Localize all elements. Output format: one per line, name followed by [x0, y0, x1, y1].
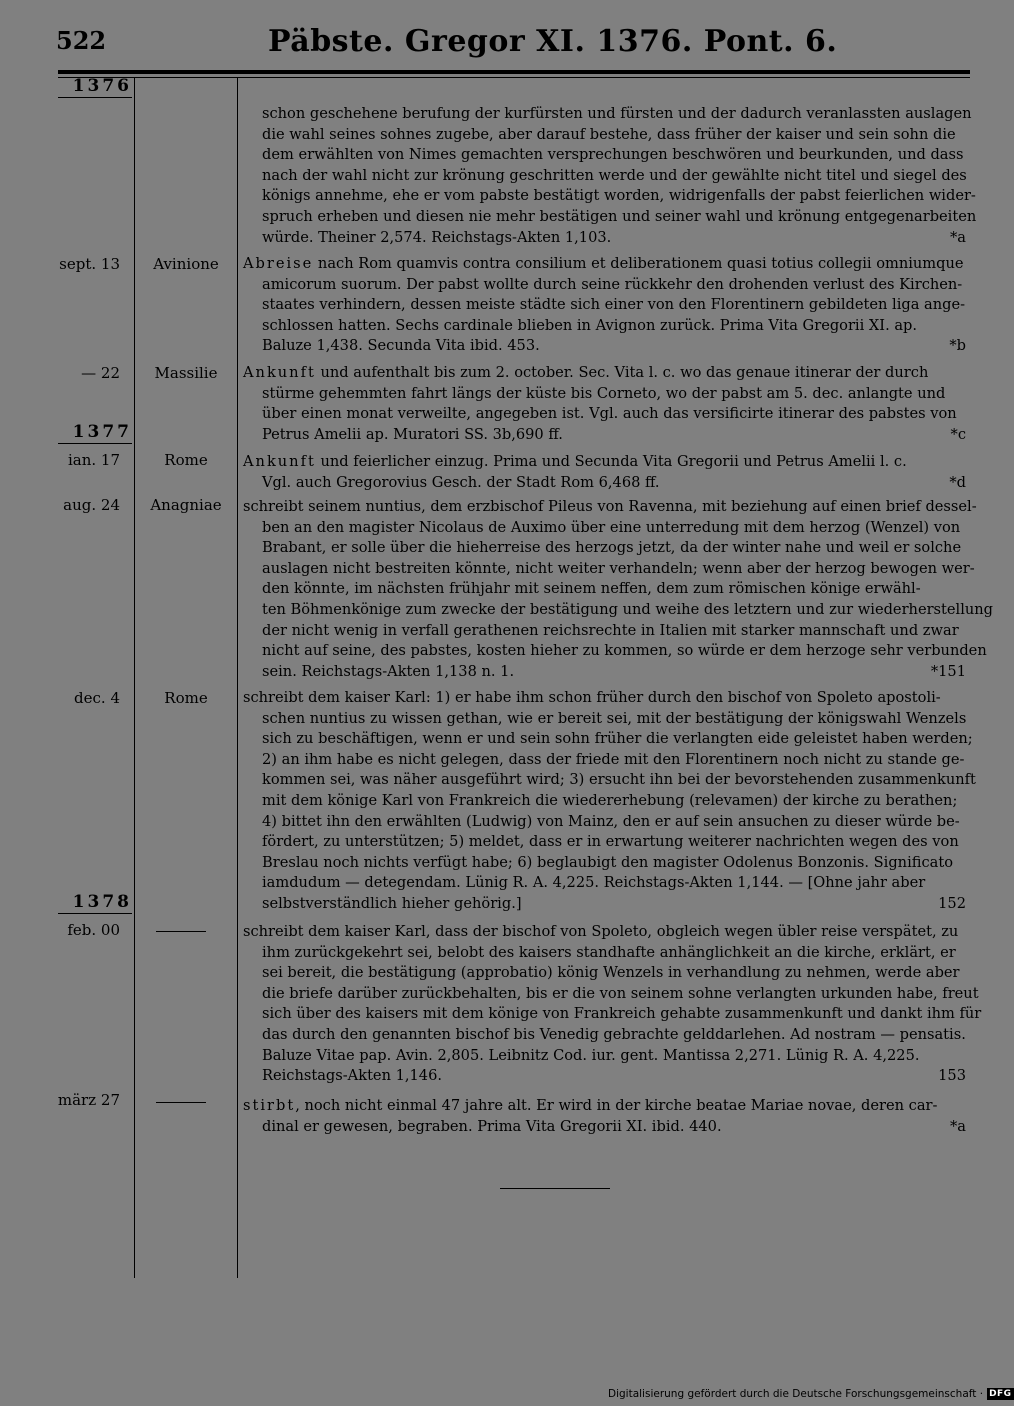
entry-keyword: stirbt [243, 1097, 296, 1114]
entry-number: *b [949, 337, 966, 355]
entry-line: fördert, zu unterstützen; 5) meldet, dass er in erwartung weiterer nachrichten wegen des von [262, 833, 959, 851]
entry-number: *a [950, 228, 966, 246]
entry-last-line [243, 1117, 966, 1138]
year-marker-1377: 1377 [58, 423, 132, 444]
register-entry [243, 254, 966, 357]
header-rule [58, 70, 970, 74]
entry-place: Massilie [154, 364, 218, 382]
entry-last-line [243, 662, 966, 683]
entry-line: sich über des kaisers mit dem könige von Frankreich gehabte zusammenkunft und dankt ihm für [262, 1005, 982, 1023]
entry-line: schon geschehene berufung der kurfürsten und fürsten und der dadurch veranlassten auslagen [262, 105, 972, 122]
entry-line: mit dem könige Karl von Frankreich die wiedererhebung (relevamen) der kirche zu berathen; [262, 791, 958, 809]
entry-line: ben an den magister Nicolaus de Auximo über eine unterredung mit dem herzog (Wenzel) von [262, 518, 961, 536]
entry-citation: würde. Theiner 2,574. Reichstags-Akten 1,103. [262, 228, 612, 246]
entry-line: Baluze Vitae pap. Avin. 2,805. Leibnitz Cod. iur. gent. Mantissa 2,271. Lünig R. A. 4,225. [262, 1046, 920, 1064]
entry-citation: Baluze 1,438. Secunda Vita ibid. 453. [262, 337, 540, 355]
section-end-rule [500, 1188, 610, 1189]
entry-place: Anagniae [150, 496, 222, 514]
entry-citation: Petrus Amelii ap. Muratori SS. 3b,690 ff. [262, 425, 563, 443]
entry-citation: Vgl. auch Gregorovius Gesch. der Stadt Rom 6,468 ff. [262, 473, 660, 491]
register-entry [243, 452, 966, 493]
entry-number: 152 [938, 894, 966, 912]
entry-line: sei bereit, die bestätigung (approbatio) könig Wenzels in verhandlung zu nehmen, werde aber [262, 964, 960, 982]
entry-first-line [243, 452, 966, 473]
entry-line: Brabant, er solle über die hieherreise des herzogs jetzt, da der winter nahe und weil er solche [262, 539, 962, 557]
entry-keyword: Ankunft [243, 364, 316, 381]
entry-line: den könnte, im nächsten frühjahr mit seinem neffen, dem zum römischen könige erwähl- [262, 580, 921, 598]
entry-date: ian. 17 [67, 451, 120, 469]
entry-line: kommen sei, was näher ausgeführt wird; 3) ersucht ihn bei der bevorstehenden zusammenkunft [262, 771, 976, 789]
entry-line: nach der wahl nicht zur krönung geschritten werde und der gewählte nicht titel und siegel des [262, 166, 967, 184]
entry-line: spruch erheben und diesen nie mehr bestätigen und seiner wahl und krönung entgegenarbeiten [262, 207, 977, 225]
entry-date: märz 27 [57, 1091, 120, 1109]
register-entry [243, 1096, 966, 1137]
entry-line: königs annehme, ehe er vom pabste bestätigt worden, widrigenfalls der pabst feierlichen wider- [262, 187, 976, 205]
entry-line: Breslau noch nichts verfügt habe; 6) beglaubigt den magister Odolenus Bonzonis. Significato [262, 853, 954, 871]
entry-text: und feierlicher einzug. Prima und Secunda Vita Gregorii und Petrus Amelii l. c. [315, 453, 907, 470]
entry-last-line [243, 473, 966, 494]
entry-text: , noch nicht einmal 47 jahre alt. Er wird in der kirche beatae Mariae novae, deren car- [295, 1097, 938, 1114]
entry-last-line [243, 1066, 966, 1087]
entry-text: und aufenthalt bis zum 2. october. Sec. Vita l. c. wo das genaue itinerar der durch [315, 364, 929, 381]
entry-line: dem erwählten von Nimes gemachten versprechungen beschwören und beurkunden, und dass [262, 146, 964, 164]
entry-line: 4) bittet ihn den erwählten (Ludwig) von Mainz, den er auf sein ansuchen zu dieser würde be- [262, 812, 960, 830]
page-number: 522 [56, 26, 107, 55]
footer-text: Digitalisierung gefördert durch die Deutsche Forschungsgemeinschaft · [608, 1388, 984, 1400]
entry-line: die wahl seines sohnes zugebe, aber darauf bestehe, dass früher der kaiser und sein sohn die [262, 125, 956, 143]
entry-first-line: schreibt seinem nuntius, dem erzbischof Pileus von Ravenna, mit beziehung auf einen brief dessel- [243, 498, 977, 515]
entry-line: nicht auf seine, des pabstes, kosten hieher zu kommen, so würde er dem herzoge sehr verbunden [262, 642, 987, 660]
entry-line: iamdudum — detegendam. Lünig R. A. 4,225. Reichstags-Akten 1,144. — [Ohne jahr aber [262, 874, 926, 892]
place-dash [156, 1102, 206, 1103]
entry-keyword: Abreise [243, 255, 314, 272]
entry-number: *151 [930, 662, 966, 680]
entry-last-line [243, 336, 966, 357]
entry-last-line [262, 228, 966, 249]
entry-line: das durch den genannten bischof bis Venedig gebrachte gelddarlehen. Ad nostram — pensatis. [262, 1025, 966, 1043]
digitization-footer [608, 1388, 1014, 1400]
year-marker-1378: 1378 [58, 893, 132, 914]
entry-line: 2) an ihm habe es nicht gelegen, dass der friede mit den Florentinern noch nicht zu stande ge- [262, 750, 965, 768]
entry-first-line [243, 363, 966, 384]
year-marker-1376: 1376 [58, 77, 132, 98]
entry-date: sept. 13 [59, 255, 120, 273]
dfg-logo-icon: DFG [989, 1389, 1012, 1399]
entry-line: stürme gehemmten fahrt längs der küste bis Corneto, wo der pabst am 5. dec. anlangte und [262, 384, 946, 402]
entry-number: *d [949, 473, 966, 491]
register-entry [243, 363, 966, 445]
entry-line: schlossen hatten. Sechs cardinale blieben in Avignon zurück. Prima Vita Gregorii XI. ap. [262, 316, 918, 334]
entry-last-line [243, 894, 966, 915]
entry-date: aug. 24 [63, 496, 120, 514]
entry-citation: Reichstags-Akten 1,146. [262, 1067, 443, 1085]
column-divider-date [134, 78, 135, 1278]
entry-first-line [243, 1096, 966, 1117]
entry-line: amicorum suorum. Der pabst wollte durch seine rückkehr den drohenden verlust des Kirchen- [262, 275, 963, 293]
entry-line: der nicht wenig in verfall gerathenen reichsrechte in Italien mit starker mannschaft und zwar [262, 621, 959, 639]
register-entry [243, 688, 976, 915]
entry-number: *c [950, 425, 966, 443]
entry-citation: dinal er gewesen, begraben. Prima Vita Gregorii XI. ibid. 440. [262, 1117, 722, 1135]
entry-text: nach Rom quamvis contra consilium et deliberationem quasi totius collegii omniumque [313, 255, 964, 272]
running-title: Päbste. Gregor XI. 1376. Pont. 6. [268, 24, 838, 59]
entry-line: sich zu beschäftigen, wenn er und sein sohn früher die verlangten eide geleistet haben werden; [262, 730, 973, 748]
entry-line: schen nuntius zu wissen gethan, wie er bereit sei, mit der bestätigung der königswahl Wenzels [262, 709, 967, 727]
entry-line: ihm zurückgekehrt sei, belobt des kaisers standhafte anhänglichkeit an die kirche, erklärt, er [262, 943, 956, 961]
entry-line: über einen monat verweilte, angegeben ist. Vgl. auch das versificirte itinerar des pabstes von [262, 405, 957, 423]
entry-number: 153 [938, 1067, 966, 1085]
entry-first-line: schreibt dem kaiser Karl: 1) er habe ihm schon früher durch den bischof von Spoleto apostoli- [243, 689, 941, 706]
entry-first-line: schreibt dem kaiser Karl, dass der bischof von Spoleto, obgleich wegen übler reise verspätet, zu [243, 923, 959, 940]
entry-first-line [243, 254, 966, 275]
entry-place: Rome [164, 451, 208, 469]
column-divider-place [237, 78, 238, 1278]
entry-last-line [243, 425, 966, 446]
register-entry-continued [262, 104, 977, 248]
entry-line: staates verhindern, dessen meiste städte sich einer von den Florentinern gebildeten liga ange- [262, 296, 966, 314]
entry-keyword: Ankunft [243, 453, 316, 470]
place-dash [156, 931, 206, 932]
entry-citation: selbstverständlich hieher gehörig.] [262, 894, 522, 912]
header-rule-thin [58, 77, 970, 78]
register-entry [243, 922, 982, 1087]
entry-line: die briefe darüber zurückbehalten, bis er die von seinem sohne verlangten urkunden habe, freut [262, 984, 979, 1002]
entry-date: feb. 00 [67, 921, 120, 939]
entry-number: *a [950, 1117, 966, 1135]
entry-place: Avinione [153, 255, 219, 273]
entry-line: auslagen nicht bestreiten könnte, nicht weiter verhandeln; wenn aber der herzog bewogen wer- [262, 559, 975, 577]
register-entry [243, 497, 994, 682]
entry-date: — 22 [81, 364, 120, 382]
entry-line: ten Böhmenkönige zum zwecke der bestätigung und weihe des letztern und zur wiederherstellung [262, 600, 994, 618]
entry-place: Rome [164, 689, 208, 707]
entry-date: dec. 4 [74, 689, 120, 707]
entry-citation: sein. Reichstags-Akten 1,138 n. 1. [262, 662, 515, 680]
